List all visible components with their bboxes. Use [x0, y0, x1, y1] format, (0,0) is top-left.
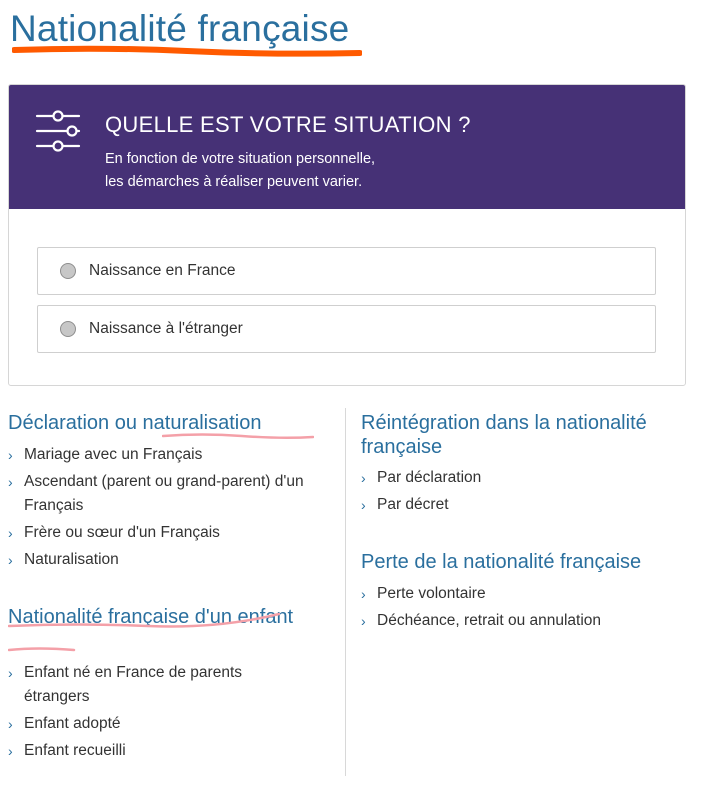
link-enfant-recueilli[interactable]: › Enfant recueilli	[8, 739, 308, 763]
chevron-right-icon: ›	[361, 613, 366, 629]
list-declaration	[8, 443, 318, 575]
situation-description	[105, 148, 625, 194]
situation-header	[9, 85, 685, 209]
link-naturalisation[interactable]: › Naturalisation	[8, 548, 318, 572]
chevron-right-icon: ›	[361, 497, 366, 513]
chevron-right-icon: ›	[8, 447, 13, 463]
link-enfant-adopte[interactable]: › Enfant adopté	[8, 712, 308, 736]
link-par-declaration[interactable]: › Par déclaration	[361, 466, 681, 490]
situation-description-line-2: les démarches à réaliser peuvent varier.	[105, 174, 363, 190]
link-perte-volontaire[interactable]: › Perte volontaire	[361, 582, 691, 606]
option-naissance-etranger[interactable]	[37, 305, 656, 353]
chevron-right-icon: ›	[8, 716, 13, 732]
situation-card	[8, 84, 686, 386]
list-enfant	[8, 661, 308, 766]
list-perte	[361, 582, 691, 636]
chevron-right-icon: ›	[8, 552, 13, 568]
situation-title: QUELLE EST VOTRE SITUATION ?	[105, 112, 471, 137]
chevron-right-icon: ›	[8, 743, 13, 759]
option-label: Naissance en France	[89, 262, 236, 279]
chevron-right-icon: ›	[361, 470, 366, 486]
page-title: Nationalité française	[10, 8, 350, 49]
spellcheck-underline	[8, 606, 280, 654]
link-decheance[interactable]: › Déchéance, retrait ou annulation	[361, 609, 691, 633]
chevron-right-icon: ›	[361, 586, 366, 602]
chevron-right-icon: ›	[8, 525, 13, 541]
section-title-perte[interactable]: Perte de la nationalité française	[361, 551, 642, 573]
option-naissance-france[interactable]	[37, 247, 656, 295]
spellcheck-underline	[162, 432, 314, 440]
link-ascendant[interactable]: › Ascendant (parent ou grand-parent) d'un Français	[8, 470, 318, 518]
situation-description-line-1: En fonction de votre situation personnelle,	[105, 151, 376, 167]
sliders-icon	[35, 109, 81, 153]
radio-naissance-france[interactable]	[60, 263, 76, 279]
section-title-reintegration[interactable]: Réintégration dans la nationalité française	[361, 412, 647, 458]
section-title-declaration[interactable]: Déclaration ou naturalisation	[8, 412, 262, 434]
link-frere-soeur[interactable]: › Frère ou sœur d'un Français	[8, 521, 318, 545]
title-highlight-underline	[12, 44, 362, 58]
option-label: Naissance à l'étranger	[89, 320, 243, 337]
link-mariage[interactable]: › Mariage avec un Français	[8, 443, 318, 467]
radio-naissance-etranger[interactable]	[60, 321, 76, 337]
list-reintegration	[361, 466, 681, 520]
column-divider	[345, 408, 346, 776]
link-par-decret[interactable]: › Par décret	[361, 493, 681, 517]
section-title-enfant[interactable]: Nationalité française d'un enfant	[8, 606, 294, 628]
chevron-right-icon: ›	[8, 474, 13, 490]
link-enfant-ne-en-france[interactable]: › Enfant né en France de parents étrangers	[8, 661, 308, 709]
chevron-right-icon: ›	[8, 665, 13, 681]
